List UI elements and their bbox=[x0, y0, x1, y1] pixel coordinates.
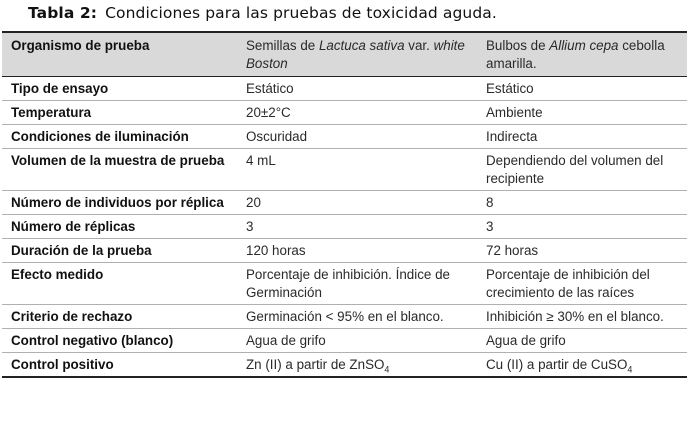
row-allium: Inhibición ≥ 30% en el blanco. bbox=[477, 305, 687, 329]
row-lactuca: Porcentaje de inhibición. Índice de Germinación bbox=[237, 263, 477, 305]
row-label: Control negativo (blanco) bbox=[2, 329, 237, 353]
row-lactuca: 20 bbox=[237, 191, 477, 215]
table-row bbox=[2, 101, 687, 125]
table-row bbox=[2, 263, 687, 305]
row-label: Volumen de la muestra de prueba bbox=[2, 149, 237, 191]
table-row bbox=[2, 215, 687, 239]
table-row bbox=[2, 191, 687, 215]
header-allium-species: Allium cepa bbox=[549, 38, 619, 53]
caption-label: Tabla 2: bbox=[28, 4, 98, 22]
row-allium: Estático bbox=[477, 77, 687, 101]
row-lactuca: 20±2°C bbox=[237, 101, 477, 125]
table-row bbox=[2, 77, 687, 101]
row-label: Control positivo bbox=[2, 353, 237, 378]
row-label: Criterio de rechazo bbox=[2, 305, 237, 329]
row-allium: 8 bbox=[477, 191, 687, 215]
header-lactuca-variety: white Boston bbox=[246, 38, 465, 71]
header-lactuca bbox=[237, 32, 477, 77]
row-allium-text: Cu (II) a partir de CuSO bbox=[486, 357, 628, 372]
row-lactuca: Estático bbox=[237, 77, 477, 101]
row-lactuca: Agua de grifo bbox=[237, 329, 477, 353]
row-label: Temperatura bbox=[2, 101, 237, 125]
header-lactuca-species: Lactuca sativa bbox=[318, 38, 405, 53]
row-lactuca-text: Zn (II) a partir de ZnSO bbox=[246, 357, 385, 372]
table-header-row bbox=[2, 32, 687, 77]
row-lactuca: 4 mL bbox=[237, 149, 477, 191]
row-allium: Dependiendo del volumen del recipiente bbox=[477, 149, 687, 191]
row-allium: 72 horas bbox=[477, 239, 687, 263]
row-lactuca: Oscuridad bbox=[237, 125, 477, 149]
row-lactuca: Germinación < 95% en el blanco. bbox=[237, 305, 477, 329]
table-row bbox=[2, 239, 687, 263]
caption-text: Condiciones para las pruebas de toxicidad aguda. bbox=[105, 4, 497, 22]
row-allium: Porcentaje de inhibición del crecimiento de las raíces bbox=[477, 263, 687, 305]
header-allium-post: cebolla amarilla. bbox=[486, 38, 665, 71]
row-allium-subscript: 4 bbox=[627, 364, 633, 375]
row-label: Efecto medido bbox=[2, 263, 237, 305]
row-lactuca: 120 horas bbox=[237, 239, 477, 263]
row-allium: 3 bbox=[477, 215, 687, 239]
toxicity-conditions-table bbox=[2, 31, 687, 378]
header-allium bbox=[477, 32, 687, 77]
row-allium: Agua de grifo bbox=[477, 329, 687, 353]
row-allium: Ambiente bbox=[477, 101, 687, 125]
header-lactuca-pre: Semillas de bbox=[246, 38, 319, 53]
row-label: Duración de la prueba bbox=[2, 239, 237, 263]
table-row bbox=[2, 149, 687, 191]
header-lactuca-mid: var. bbox=[404, 38, 434, 53]
row-label: Tipo de ensayo bbox=[2, 77, 237, 101]
row-lactuca-subscript: 4 bbox=[384, 364, 390, 375]
row-label: Número de réplicas bbox=[2, 215, 237, 239]
table-row bbox=[2, 305, 687, 329]
table-row bbox=[2, 125, 687, 149]
row-lactuca: 3 bbox=[237, 215, 477, 239]
row-label: Número de individuos por réplica bbox=[2, 191, 237, 215]
header-allium-pre: Bulbos de bbox=[486, 38, 550, 53]
row-allium: Indirecta bbox=[477, 125, 687, 149]
row-label: Condiciones de iluminación bbox=[2, 125, 237, 149]
table-row bbox=[2, 329, 687, 353]
row-allium bbox=[477, 353, 687, 378]
table-caption bbox=[28, 4, 497, 22]
table-row bbox=[2, 353, 687, 378]
row-lactuca bbox=[237, 353, 477, 378]
header-organism: Organismo de prueba bbox=[2, 32, 237, 77]
